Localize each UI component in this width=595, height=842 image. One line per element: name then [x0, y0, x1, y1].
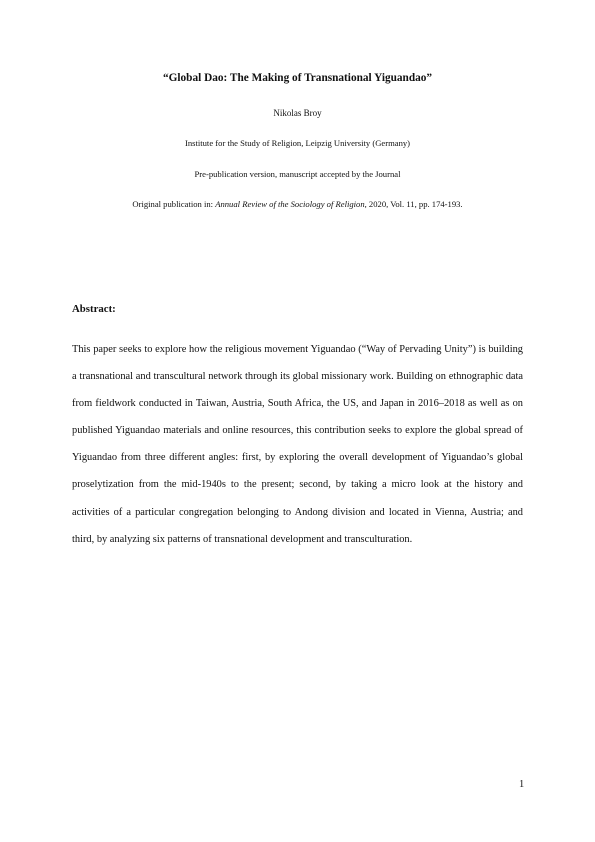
- original-publication-details: , 2020, Vol. 11, pp. 174-193.: [364, 199, 463, 209]
- abstract-heading: Abstract:: [72, 303, 116, 315]
- original-publication: [0, 199, 595, 209]
- author-affiliation: Institute for the Study of Religion, Leipzig University (Germany): [184, 138, 411, 148]
- journal-name: Annual Review of the Sociology of Religion: [215, 199, 365, 209]
- paper-title: “Global Dao: The Making of Transnational Yiguandao”: [162, 72, 433, 84]
- page-number: 1: [519, 779, 525, 790]
- original-publication-prefix: Original publication in:: [132, 199, 216, 209]
- version-note: Pre-publication version, manuscript accepted by the Journal: [194, 169, 401, 179]
- author-name: Nikolas Broy: [273, 108, 322, 118]
- abstract-body: This paper seeks to explore how the religious movement Yiguandao (“Way of Pervading Unity”) is building a transnational and transcultural network through its global missionary work. Building on ethnographic data from fieldwork conducted in Taiwan, Austria, South Africa, the US, and Japan in 2016–2018 as well as on published Yiguandao materials and online resources, this contribution seeks to explore the global spread of Yiguandao from three different angles: first, by exploring the overall development of Yiguandao’s global proselytization from the mid-1940s to the present; second, by taking a micro look at the history and activities of a particular congregation belonging to Andong division and located in Vienna, Austria; and third, by analyzing six patterns of transnational development and transculturation.: [72, 344, 523, 545]
